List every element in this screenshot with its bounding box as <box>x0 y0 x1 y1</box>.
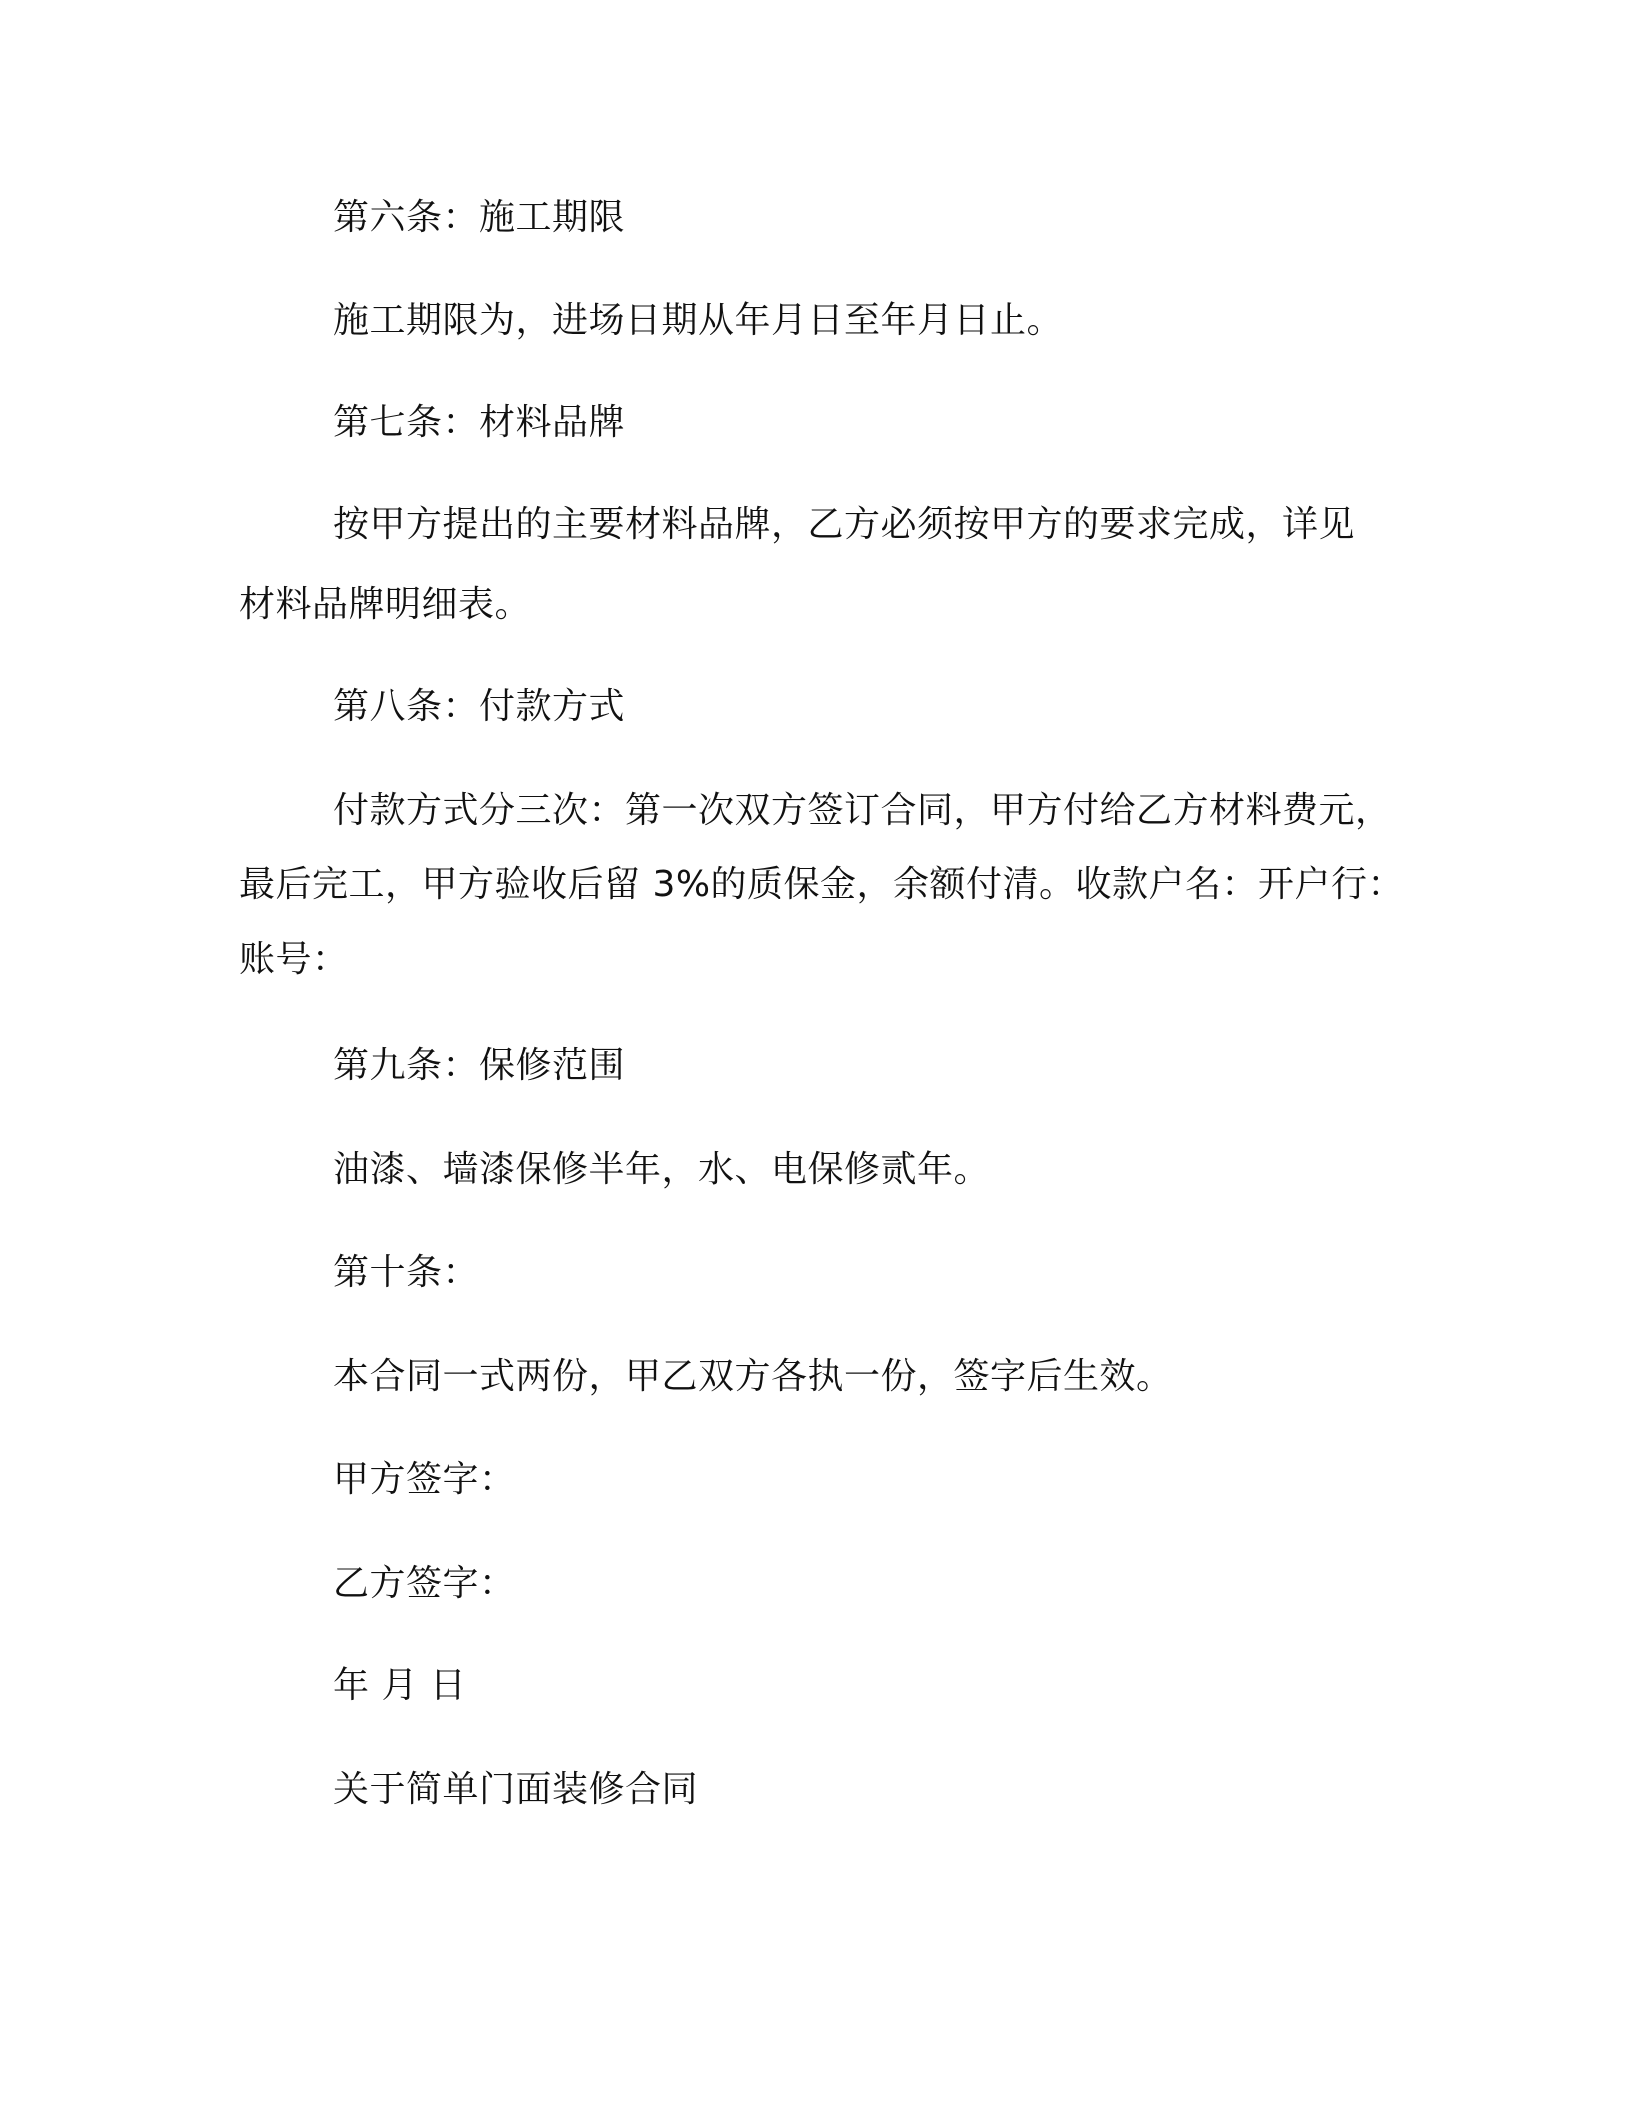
article-6-heading: 第六条：施工期限 <box>333 197 626 238</box>
article-8-body-line-1: 付款方式分三次：第一次双方签订合同，甲方付给乙方材料费元， <box>333 790 1392 831</box>
article-8-heading: 第八条：付款方式 <box>333 686 626 727</box>
signature-date: 年 月 日 <box>333 1665 467 1706</box>
next-document-title: 关于简单门面装修合同 <box>333 1769 699 1810</box>
article-7-body-line-2: 材料品牌明细表。 <box>239 584 532 625</box>
article-8-body-line-3: 账号： <box>239 939 349 980</box>
article-7-heading: 第七条：材料品牌 <box>333 402 626 443</box>
article-10-body: 本合同一式两份，甲乙双方各执一份，签字后生效。 <box>333 1356 1173 1397</box>
article-9-body: 油漆、墙漆保修半年，水、电保修贰年。 <box>333 1149 991 1190</box>
article-6-body: 施工期限为，进场日期从年月日至年月日止。 <box>333 300 1064 341</box>
party-a-signature: 甲方签字： <box>333 1459 516 1500</box>
article-10-heading: 第十条： <box>333 1252 480 1293</box>
article-9-heading: 第九条：保修范围 <box>333 1045 626 1086</box>
article-7-body-line-1: 按甲方提出的主要材料品牌，乙方必须按甲方的要求完成，详见 <box>333 504 1356 545</box>
party-b-signature: 乙方签字： <box>333 1563 516 1604</box>
article-8-body-line-2: 最后完工，甲方验收后留 3%的质保金，余额付清。收款户名：开户行： <box>239 864 1405 905</box>
